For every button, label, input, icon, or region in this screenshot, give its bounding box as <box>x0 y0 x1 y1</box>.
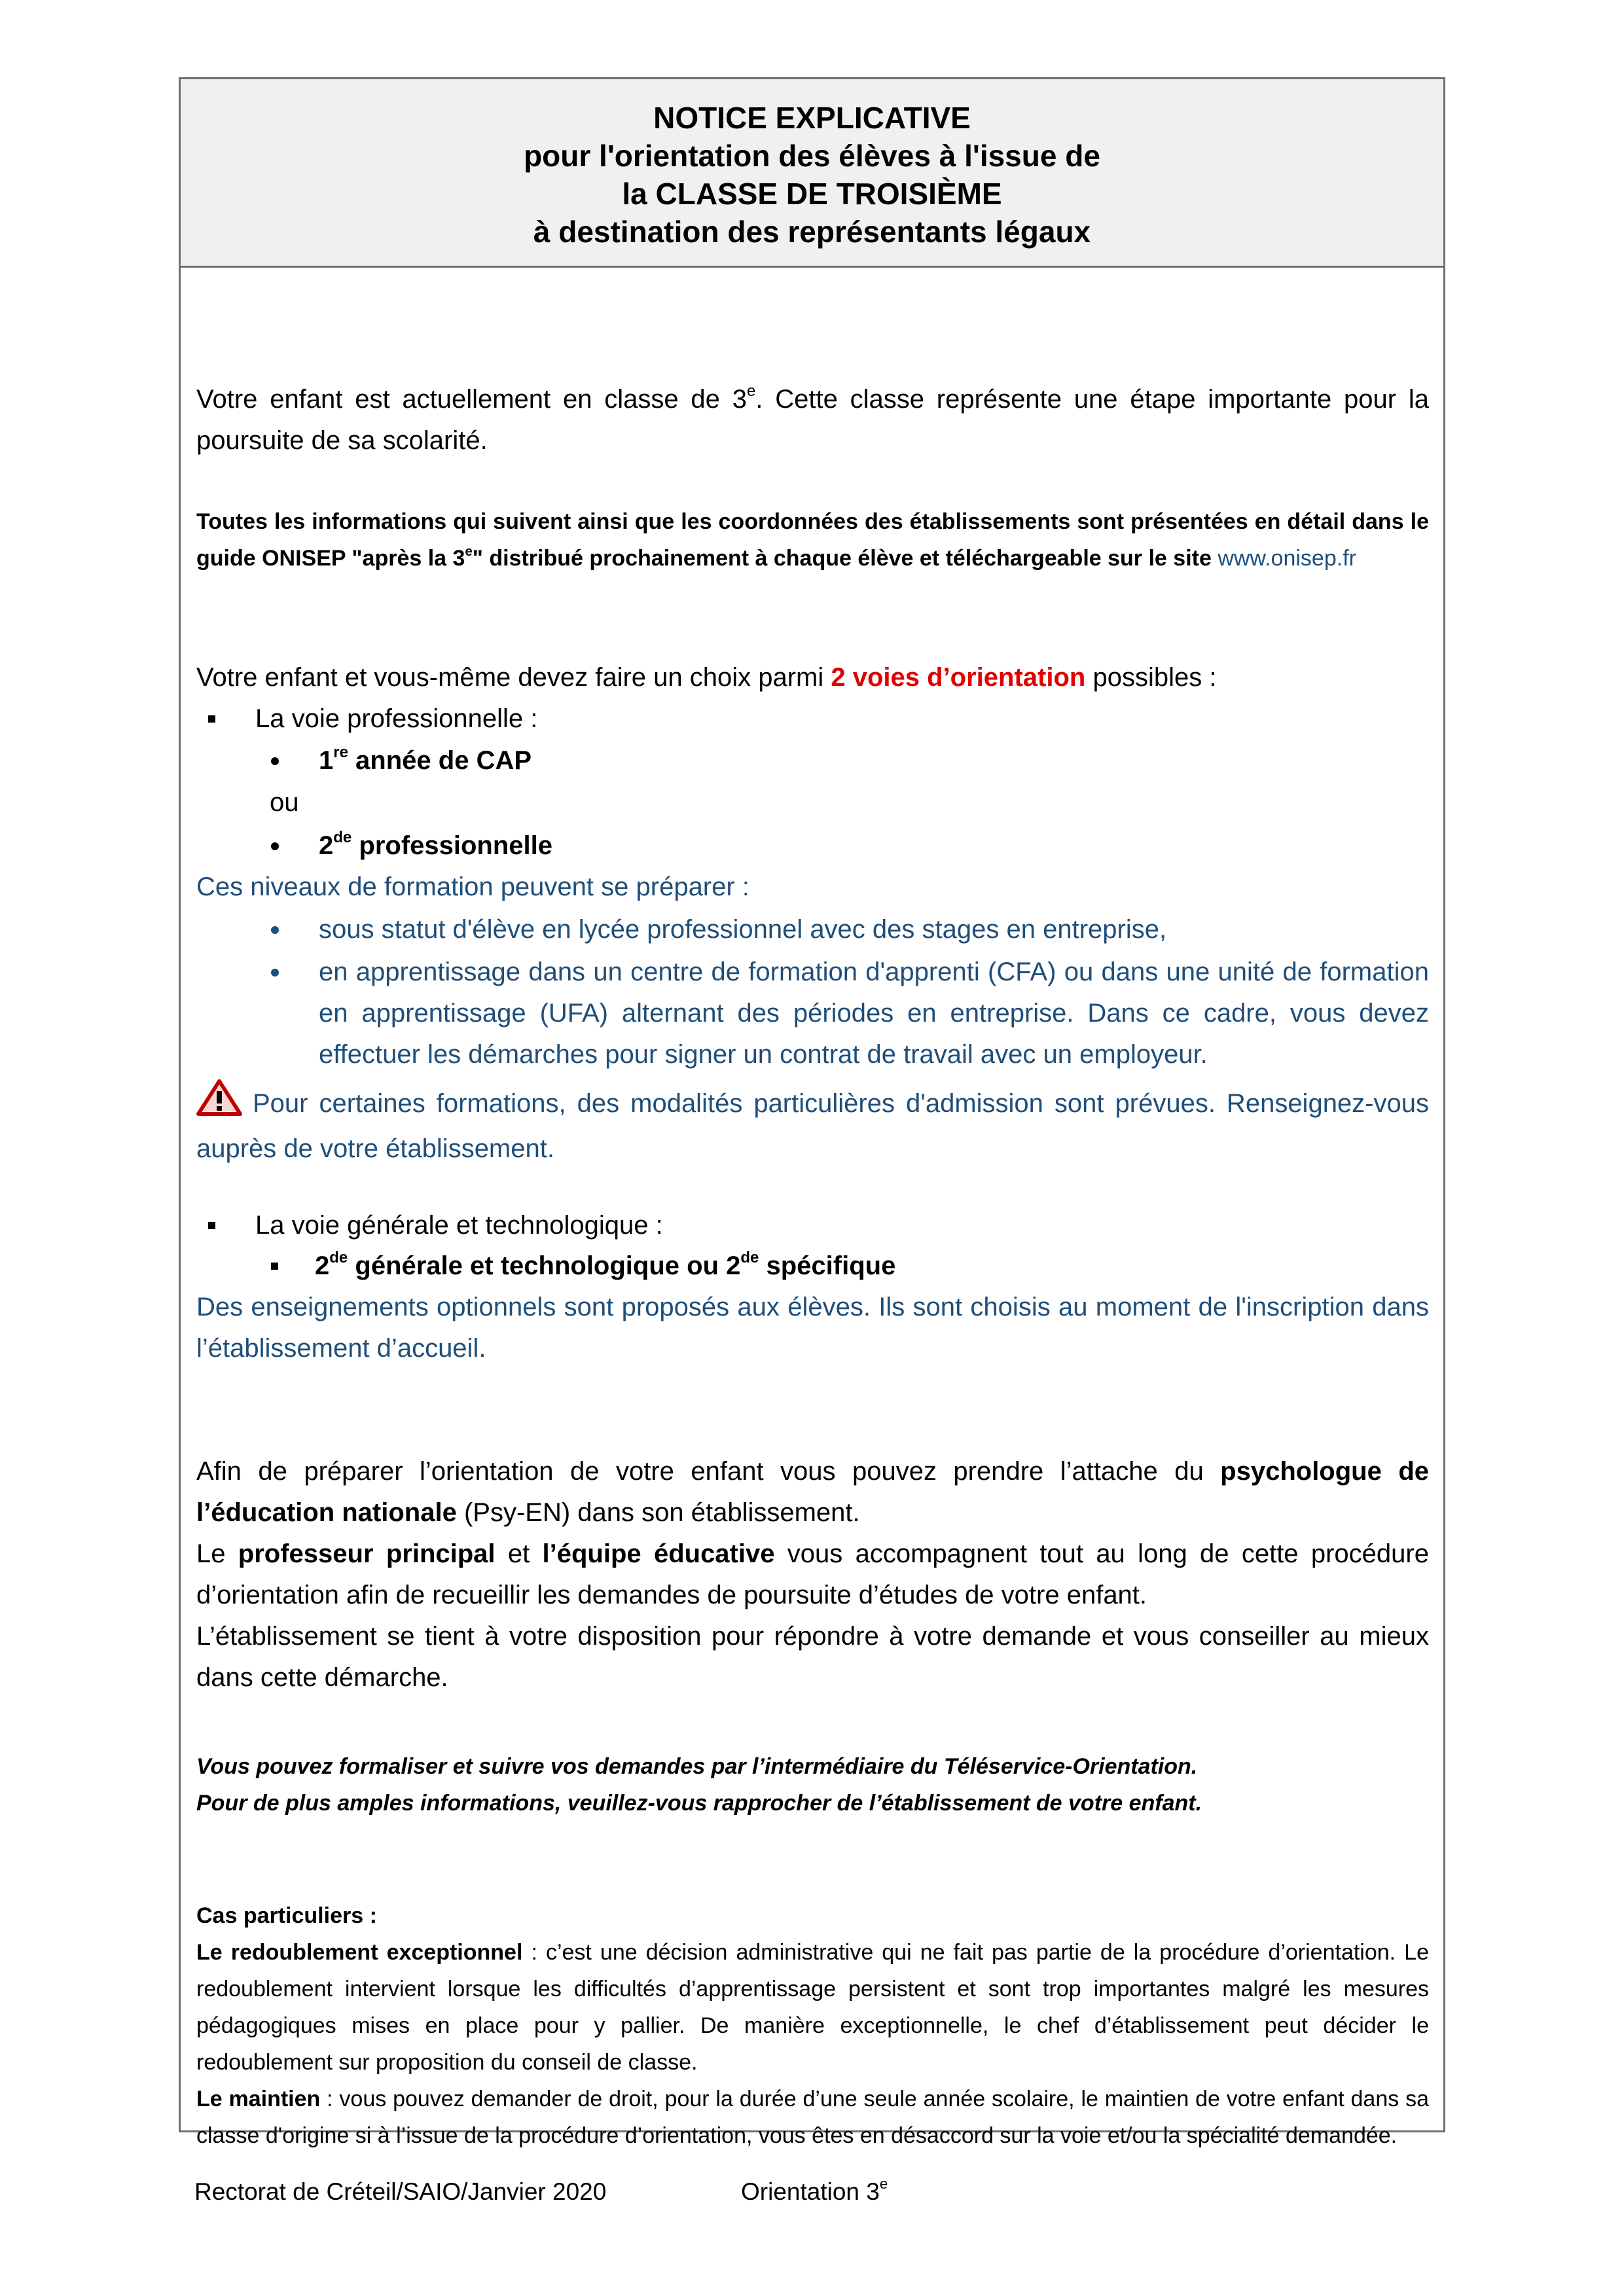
special-cases-title: Cas particuliers : <box>196 1903 377 1928</box>
pro-warning: Pour certaines formations, des modalités particulières d'admission sont prévues. Renseignez-vous auprès de votre établissement. <box>196 1079 1429 1170</box>
round-bullet-icon <box>271 926 279 934</box>
round-bullet-icon <box>271 757 279 765</box>
round-bullet-icon <box>271 842 279 850</box>
special-maintien: Le maintien : vous pouvez demander de droit, pour la durée d’une seule année scolaire, le maintien de votre enfant dans sa classe d'origine si à l’issue de la procédure d’orientation, vous êtes en désaccord sur la voie et/ou la spécialité demandée. <box>196 2087 1429 2148</box>
notice-frame <box>179 77 1445 2148</box>
bac-pro-item: 2de professionnelle <box>196 825 1429 867</box>
special-redoublement: Le redoublement exceptionnel : c’est une décision administrative qui ne fait pas partie de la procédure d’orientation. Le redoublement intervient lorsque les difficultés d’apprentissage persistent et sont trop importantes malgré les mesures pédagogiques mises en place pour y pallier. De manière exceptionnelle, le chef d’établissement peut décider le redoublement sur proposition du conseil de classe. <box>196 1940 1429 2075</box>
advice-psy: Afin de préparer l’orientation de votre enfant vous pouvez prendre l’attache du psychologue de l’éducation nationale (Psy-EN) dans son établissement. <box>196 1457 1429 1527</box>
pro-path-title: La voie professionnelle : <box>255 704 538 733</box>
teleservice-note: Vous pouvez formaliser et suivre vos demandes par l’intermédiaire du Téléservice-Orientation. Pour de plus amples informations, veuillez-vous rapprocher de l’établissement de votre enfant. <box>196 1754 1202 1816</box>
square-bullet-icon <box>271 1263 278 1270</box>
notice-subtitle-2: la CLASSE DE TROISIÈME <box>622 177 1002 211</box>
pro-path-item <box>196 698 1429 740</box>
onisep-paragraph: Toutes les informations qui suivent ainsi que les coordonnées des établissements sont présentées en détail dans le guide ONISEP "après la 3e" distribué prochainement à chaque élève et téléchargeable sur le site www.onisep.fr <box>196 509 1429 571</box>
gen-2de-item: 2de générale et technologique ou 2de spécifique <box>196 1246 1429 1287</box>
notice-subtitle-3: à destination des représentants légaux <box>533 215 1091 249</box>
choice-paragraph: Votre enfant et vous-même devez faire un choix parmi 2 voies d’orientation possibles : <box>196 663 1217 692</box>
onisep-link[interactable]: www.onisep.fr <box>1218 546 1356 571</box>
gen-options-text: Des enseignements optionnels sont proposés aux élèves. Ils sont choisis au moment de l'inscription dans l’établissement d’accueil. <box>196 1293 1429 1363</box>
gen-path-item <box>196 1205 1429 1246</box>
notice-subtitle-1: pour l'orientation des élèves à l'issue de <box>524 139 1100 173</box>
pro-mode-1: sous statut d'élève en lycée professionnel avec des stages en entreprise, <box>196 909 1429 950</box>
or-label: ou <box>270 788 299 817</box>
warning-icon <box>196 1079 242 1128</box>
advice-team: Le professeur principal et l’équipe éducative vous accompagnent tout au long de cette procédure d’orientation afin de recueillir les demandes de poursuite d’études de votre enfant. <box>196 1539 1429 1609</box>
cap-item: 1re année de CAP <box>196 740 1429 781</box>
pro-mode-2: en apprentissage dans un centre de formation d'apprenti (CFA) ou dans une unité de formation en apprentissage (UFA) alternant des périodes en entreprise. Dans ce cadre, vous devez effectuer les démarches pour signer un contrat de travail avec un employeur. <box>196 952 1429 1075</box>
footer-left: Rectorat de Créteil/SAIO/Janvier 2020 <box>194 2178 607 2205</box>
square-bullet-icon <box>208 1222 215 1229</box>
pro-prep-text: Ces niveaux de formation peuvent se préparer : <box>196 872 749 901</box>
round-bullet-icon <box>271 969 279 977</box>
advice-school: L’établissement se tient à votre disposition pour répondre à votre demande et vous conseiller au mieux dans cette démarche. <box>196 1622 1429 1692</box>
notice-title: NOTICE EXPLICATIVE <box>653 101 971 135</box>
intro-paragraph: Votre enfant est actuellement en classe de 3e. Cette classe représente une étape importante pour la poursuite de sa scolarité. <box>196 382 1429 455</box>
notice-header <box>181 79 1443 268</box>
footer-right: Orientation 3e <box>741 2176 888 2205</box>
square-bullet-icon <box>208 715 215 723</box>
gen-path-title: La voie générale et technologique : <box>255 1211 663 1240</box>
